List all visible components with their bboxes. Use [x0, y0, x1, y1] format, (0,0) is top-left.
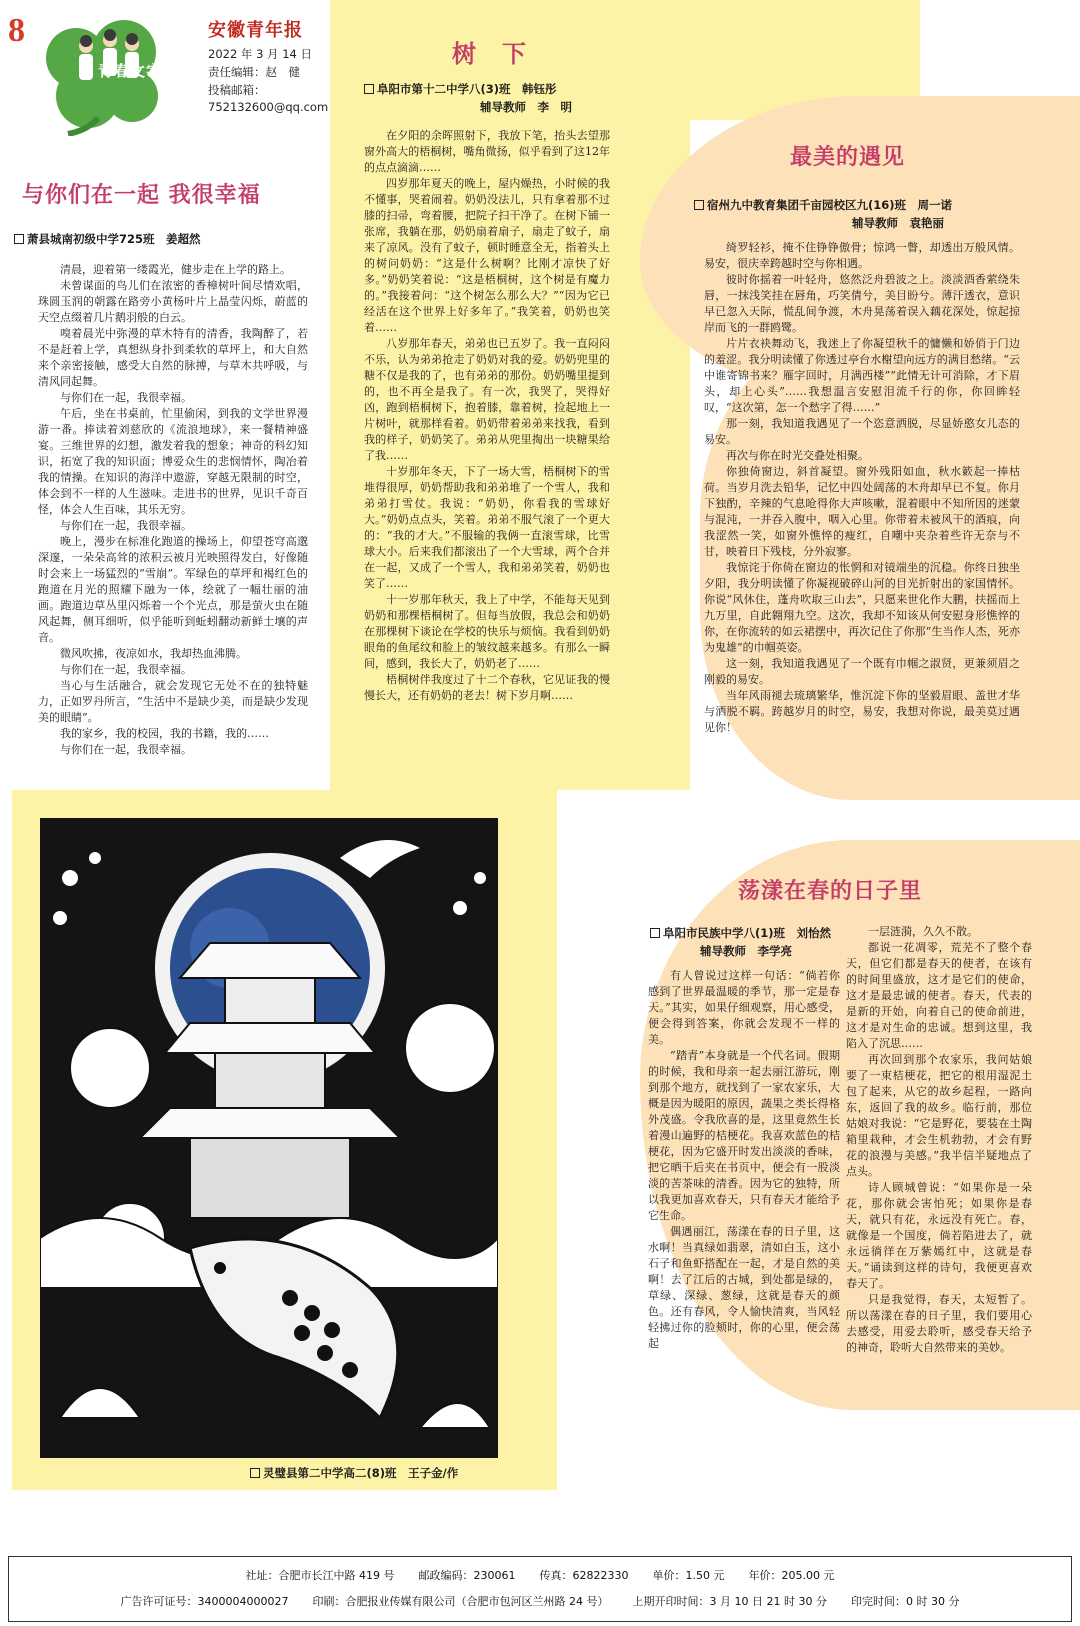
- byline-box-icon: [250, 1468, 260, 1478]
- paragraph: 与你们在一起，我很幸福。: [60, 391, 192, 404]
- paragraph: 彼时你摇着一叶轻舟，悠然泛舟碧波之上。淡淡酒香萦绕朱唇，一抹浅笑挂在唇角，巧笑倩兮，美目盼兮。薄汗透衣，意识早已忽入天际，慌乱间争渡，木舟晃荡着误入藕花深处，惊起掠岸而飞的一群鸥鹭。: [704, 273, 1020, 334]
- paragraph: 晚上，漫步在标准化跑道的操场上，仰望苍穹高邈深邃，一朵朵高耸的浓积云被月光映照得发白，好像随时会来上一场猛烈的“雪崩”。军绿色的草坪和褐红色的跑道在月光的照耀下融为一体，绘就了一幅壮丽的油画。跑道边草丛里闪烁着一个个光点，那是萤火虫在随风起舞，侧耳细听，似乎能听到蚯蚓翻动新鲜土壤的声音。: [38, 535, 308, 644]
- koi-pagoda-art-icon: [40, 818, 498, 1458]
- editor-line: 责任编辑：赵 健: [208, 65, 300, 79]
- article3-body: [704, 240, 1020, 740]
- paragraph: 午后，坐在书桌前，忙里偷闲，到我的文学世界漫游一番。捧读着刘慈欣的《流浪地球》，来一餐精神盛宴。三维世界的幻想，激发着我的想象；神奇的科幻知识，拓宽了我的知识面；博爱众生的悲悯情怀，陶冶着我的情操。在知识的海洋中遨游，穿越无限制的时空，体会到不一样的人生滋味。走进书的世界，见识千奇百怪，体会人生百味，其乐无穷。: [38, 407, 308, 516]
- article4-body-col1: [648, 968, 840, 1380]
- article3-teacher: 辅导教师 袁艳丽: [852, 216, 944, 230]
- article3-byline: 宿州九中教育集团千亩园校区九(16)班 周一诺: [694, 196, 1074, 214]
- section-name: 青春文字: [98, 62, 163, 80]
- article4-byline: 阜阳市民族中学八(1)班 刘怡然: [650, 924, 860, 942]
- issue-date: 2022 年 3 月 14 日: [208, 47, 312, 61]
- paragraph: 一层涟漪，久久不散。: [868, 925, 978, 938]
- footer-field: 邮政编码：230061: [418, 1569, 516, 1582]
- footer-field: 传真：62822330: [539, 1569, 629, 1582]
- paragraph: 再次与你在时光交叠处相聚。: [726, 449, 869, 462]
- paragraph: 四岁那年夏天的晚上，屋内燥热，小时候的我不懂事，哭着闹着。奶奶没法儿，只有拿着那不过膝的扫帚，弯着腰，把院子扫干净了。在树下铺一张席，我躺在那，奶奶扇着扇子，扇走了蚊子，扇来了凉风。没有了蚊子，顿时睡意全无，指着头上的树问奶奶：“这是什么树啊？比刚才凉快了好多。”奶奶笑着说：“这是梧桐树，这个树是有魔力的。”我接着问：“这个树怎么那么大？”“因为它已经活在这个世界上好多年了。”我笑着，奶奶也笑着……: [364, 177, 610, 334]
- footer-field: 广告许可证号：3400004000027: [120, 1595, 289, 1608]
- article4-teacher: 辅导教师 李学亮: [700, 944, 792, 958]
- article2-body: [364, 128, 610, 758]
- paragraph: 十一岁那年秋天，我上了中学，不能每天见到奶奶和那棵梧桐树了。但每当放假，我总会和奶奶在那棵树下谈论在学校的快乐与烦恼。我看到奶奶眼角的鱼尾纹和脸上的皱纹越来越多。有那么一瞬间，感到，我长大了，奶奶老了……: [364, 593, 610, 670]
- section-logo: [28, 18, 198, 136]
- byline-box-icon: [650, 928, 660, 938]
- article4-title: 荡漾在春的日子里: [738, 879, 923, 904]
- footer-field: 印完时间：0 时 30 分: [850, 1595, 960, 1608]
- paragraph: 只是我觉得，春天，太短暂了。所以荡漾在春的日子里，我们要用心去感受，用爱去聆听，感受春天给予的神奇，聆听大自然带来的美妙。: [846, 1293, 1032, 1354]
- byline-box-icon: [364, 84, 374, 94]
- paragraph: 嗅着晨光中弥漫的草木特有的清香，我陶醉了，若不是赶着上学，真想纵身扑到柔软的草坪上，和大自然来个亲密接触，感受大自然的脉搏，与草木共呼吸，与清风同起舞。: [38, 327, 308, 388]
- article4-body-col2: [846, 924, 1032, 1380]
- article1-title: 与你们在一起 我很幸福: [22, 183, 261, 208]
- article1-body: [38, 262, 308, 782]
- byline-box-icon: [694, 200, 704, 210]
- paragraph: 在夕阳的余晖照射下，我放下笔，抬头去望那窗外高大的梧桐树，嘴角微扬，似乎看到了这12年的点点滴滴……: [364, 129, 610, 174]
- paragraph: 十岁那年冬天，下了一场大雪，梧桐树下的雪堆得很厚，奶奶帮助我和弟弟堆了一个雪人，我和弟弟打雪仗。我说：“奶奶，你看我的雪球好大。”奶奶点点头，笑着。弟弟不服气滚了一个更大的：“我的才大。”不服输的我俩一直滚雪球，比雪球大小。后来我们都滚出了一个大雪球，两个合并在一起，又成了一个雪人，我和弟弟笑着，奶奶也笑了……: [364, 465, 610, 590]
- paragraph: 我的家乡，我的校园，我的书籍，我的……: [60, 727, 269, 740]
- paragraph: 当年风雨褪去琉璃繁华，惟沉淀下你的坚毅眉眼、盖世才华与洒脱不羁。跨越岁月的时空，易安，我想对你说，最美莫过遇见你！: [704, 689, 1020, 734]
- email-label: 投稿邮箱：: [208, 83, 266, 97]
- footer-row-2: [9, 1593, 1071, 1609]
- paragraph: 诗人顾城曾说：“如果你是一朵花，那你就会害怕死；如果你是春天，就只有花，永远没有死亡。春，就像是一个国度，倘若陷进去了，就永远徜徉在万紫嫣红中，这就是春天。”诵读到这样的诗句，我便更喜欢春天了。: [846, 1181, 1032, 1290]
- paragraph: 未曾谋面的鸟儿们在浓密的香樟树叶间尽情欢唱，珠圆玉润的朝露在路旁小黄杨叶片上晶莹闪烁，蔚蓝的天空点缀着几片鹅羽般的白云。: [38, 279, 308, 324]
- article1-byline: 萧县城南初级中学725班 姜超然: [14, 230, 314, 248]
- paragraph: 清晨，迎着第一缕霞光，健步走在上学的路上。: [60, 263, 291, 276]
- paragraph: 我惊诧于你倚在窗边的怅惘和对镜端坐的沉稳。你终日独坐夕阳，我分明读懂了你凝视破碎山河的目光折射出的家国情怀。你说“风休住，蓬舟吹取三山去”，只愿来世化作大鹏，扶摇而上九万里，自此翱翔九空。这次，我却不知该从何安慰身形憔悴的你，在你流转的如云裙摆中，再次记住了你那“生当作人杰，死亦为鬼雄”的巾帼英姿。: [704, 561, 1020, 654]
- paragraph: 微风吹拂，夜凉如水，我却热血沸腾。: [60, 647, 247, 660]
- footer-field: 年价：205.00 元: [748, 1569, 835, 1582]
- artwork-illustration: [40, 818, 498, 1458]
- paragraph: 八岁那年春天，弟弟也已五岁了。我一直闷闷不乐，认为弟弟抢走了奶奶对我的爱。奶奶兜里的糖不仅是我的了，也有弟弟的那份。奶奶嘴里提到的，也不再全是我了。有一次，我哭了，哭得好凶，跑到梧桐树下，抱着膝，靠着树，捡起地上一片树叶，就那样看着。奶奶带着弟弟来找我，看到我的样子，奶奶笑了。弟弟从兜里掏出一块糖果给了我……: [364, 337, 610, 462]
- article2-teacher: 辅导教师 李 明: [480, 100, 572, 114]
- paragraph: 当心与生活融合，就会发现它无处不在的独特魅力，正如罗丹所言，“生活中不是缺少美，而是缺少发现美的眼睛”。: [38, 679, 308, 724]
- footer-field: 上期开印时间：3 月 10 日 21 时 30 分: [632, 1595, 827, 1608]
- paragraph: 你独倚窗边，斜首凝望。窗外残阳如血，秋水簌起一捧枯荷。当岁月洗去铅华，记忆中四处阔荡的木舟却早已不复。你月下独酌，辛辣的气息呛得你大声咳嗽，混着眼中不知所因的迷蒙与混沌，一并吞入腹中，咽入心里。你带着未被风干的酒痕，向我涩然一笑，如窗外憔悴的瘦红，自嘲中夹杂着些许无奈与不甘，映着日下残枝，分外寂寥。: [704, 465, 1020, 558]
- masthead-footer: [8, 1556, 1072, 1622]
- artwork-credit: 灵璧县第二中学高二(8)班 王子金/作: [250, 1464, 550, 1482]
- byline-box-icon: [14, 234, 24, 244]
- paragraph: 与你们在一起，我很幸福。: [60, 519, 192, 532]
- footer-field: 社址：合肥市长江中路 419 号: [245, 1569, 395, 1582]
- email-address: 752132600@qq.com: [208, 100, 329, 114]
- paragraph: 梧桐树伴我度过了十二个春秋，它见证我的慢慢长大，还有奶奶的老去！树下岁月啊……: [364, 673, 610, 702]
- article2-title: 树 下: [452, 40, 527, 68]
- paper-name: 安徽青年报: [208, 20, 303, 41]
- page-number: 8: [8, 12, 25, 49]
- paragraph: 与你们在一起，我很幸福。: [60, 743, 192, 756]
- footer-field: 单价：1.50 元: [652, 1569, 725, 1582]
- paragraph: 与你们在一起，我很幸福。: [60, 663, 192, 676]
- paragraph: 有人曾说过这样一句话：“倘若你感到了世界最温暖的季节，那一定是春天。”其实，如果仔细观察，用心感受，便会得到答案，你就会发现不一样的美。: [648, 969, 840, 1046]
- paragraph: 片片衣袂舞动飞，我迷上了你凝望秋千的慵懒和娇俏于门边的羞涩。我分明读懂了你透过亭台水榭望向远方的满目愁绪。“云中谁寄锦书来？雁字回时，月满西楼”“此情无计可消除，才下眉头，却上心头”……我想温言安慰泪流千行的你，你回眸轻叹，“这次第，怎一个愁字了得……”: [704, 337, 1020, 414]
- article3-title: 最美的遇见: [790, 145, 906, 170]
- paragraph: 都说一花凋零，荒芜不了整个春天，但它们都是春天的使者，在该有的时间里盛放，这才是它们的使命，这才是最忠诚的使者。春天，代表的是新的开始，向着自己的使命前进，这才是对生命的忠诚。想到这里，我陷入了沉思……: [846, 941, 1032, 1050]
- footer-row-1: [9, 1567, 1071, 1583]
- paragraph: 再次回到那个农家乐，我问姑娘要了一束桔梗花，把它的根用湿泥土包了起来，从它的故乡起程，一路向东，返回了我的故乡。临行前，那位姑娘对我说：“它是野花，要装在土陶箱里栽种，才会生机勃勃，才会有野花的浪漫与美感。”我半信半疑地点了点头。: [846, 1053, 1032, 1178]
- article2-byline: 阜阳市第十二中学八(3)班 韩钰彤: [364, 80, 664, 98]
- paragraph: “踏青”本身就是一个代名词。假期的时候，我和母亲一起去丽江游玩，刚到那个地方，就找到了一家农家乐，大概是因为暖阳的原因，蔬果之类长得格外茂盛。令我欣喜的是，这里竟然生长着漫山遍野的桔梗花。我喜欢蓝色的桔梗花，因为它盛开时发出淡淡的香味，把它晒干后夹在书页中，便会有一股淡淡的苦茶味的清香。因为它的独特，所以我更加喜欢春天，只有春天才能给予它生命。: [648, 1049, 840, 1222]
- paragraph: 这一刻，我知道我遇见了一个既有巾帼之淑贤，更兼须眉之刚毅的易安。: [704, 657, 1020, 686]
- paragraph: 偶遇丽江，荡漾在春的日子里，这水啊！当真绿如翡翠，清如白玉，这小石子和鱼虾搭配在一起，才是自然的美啊！去了江后的古城，到处都是绿的，草绿、深绿、葱绿，这就是春天的颜色。还有春风，令人愉快清爽，当风轻轻拂过你的脸颊时，你的心里，便会荡起: [648, 1225, 840, 1350]
- paragraph: 那一刻，我知道我遇见了一个恣意洒脱，尽显娇憨女儿态的易安。: [704, 417, 1020, 446]
- footer-field: 印刷：合肥报业传媒有限公司（合肥市包河区兰州路 24 号）: [312, 1595, 609, 1608]
- paragraph: 绮罗轻衫，掩不住铮铮傲骨；惊鸿一瞥，却透出万般风情。易安，很庆幸跨越时空与你相遇。: [704, 241, 1020, 270]
